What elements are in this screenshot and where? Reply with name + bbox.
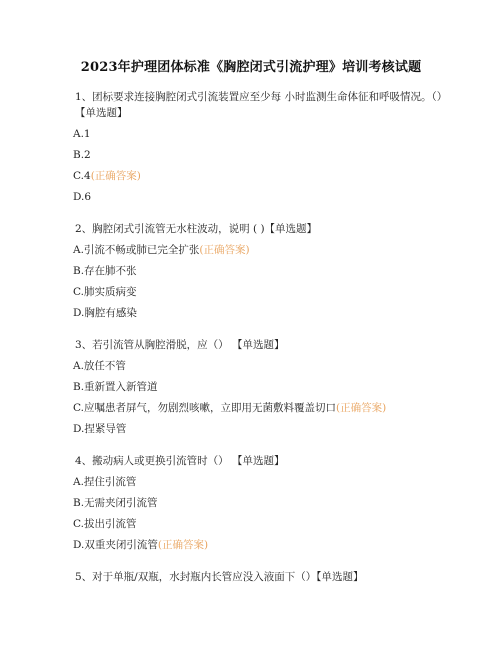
question-1-stem: 1、团标要求连接胸腔闭式引流装置应至少每 小时监测生命体征和呼吸情况。（） bbox=[75, 91, 448, 103]
question-4-option-d bbox=[73, 538, 208, 552]
option-text: A.引流不畅或肺已完全扩张 bbox=[73, 244, 200, 256]
question-4-stem: 4、搬动病人或更换引流管时（） 【单选题】 bbox=[75, 455, 285, 467]
correct-answer-mark: (正确答案) bbox=[157, 539, 209, 551]
question-2-option-b bbox=[73, 264, 137, 278]
question-3-stem: 3、若引流管从胸腔滑脱，应（） 【单选题】 bbox=[75, 339, 285, 351]
option-text: C.拔出引流管 bbox=[73, 518, 137, 530]
question-1-option-d bbox=[73, 190, 91, 204]
option-text: B.2 bbox=[73, 149, 91, 161]
correct-answer-mark: (正确答案) bbox=[90, 170, 141, 182]
option-text: D.捏紧导管 bbox=[73, 423, 127, 435]
option-text: A.捏住引流管 bbox=[73, 476, 137, 488]
option-text: C.应嘱患者屏气，勿剧烈咳嗽，立即用无菌敷料覆盖切口 bbox=[73, 402, 336, 414]
question-2-option-c bbox=[73, 285, 137, 299]
question-1-option-b bbox=[73, 148, 91, 162]
option-text: D.6 bbox=[73, 191, 92, 203]
question-2-option-a bbox=[73, 243, 250, 257]
option-text: B.重新置入新管道 bbox=[73, 381, 158, 393]
option-text: D.双重夹闭引流管 bbox=[73, 539, 158, 551]
question-1-option-a bbox=[73, 127, 91, 141]
question-4-option-c bbox=[73, 517, 137, 531]
option-text: C.肺实质病变 bbox=[73, 286, 137, 298]
question-2-stem: 2、胸腔闭式引流管无水柱波动，说明 ( )【单选题】 bbox=[75, 223, 318, 235]
question-4-option-b bbox=[73, 496, 158, 510]
document-title: 2023年护理团体标准《胸腔闭式引流护理》培训考核试题 bbox=[80, 60, 422, 75]
question-1-option-c bbox=[73, 169, 141, 183]
option-text: B.存在肺不张 bbox=[73, 265, 137, 277]
correct-answer-mark: (正确答案) bbox=[199, 244, 250, 256]
question-3-option-d bbox=[73, 422, 126, 436]
question-3-option-b bbox=[73, 380, 158, 394]
question-4-option-a bbox=[73, 475, 136, 489]
option-text: D.胸腔有感染 bbox=[73, 307, 137, 319]
question-3-option-a bbox=[73, 359, 126, 373]
question-3-option-c bbox=[73, 401, 386, 415]
question-1-type: 【单选题】 bbox=[75, 107, 128, 119]
option-text: A.放任不管 bbox=[73, 360, 126, 372]
option-text: B.无需夹闭引流管 bbox=[73, 497, 158, 509]
option-text: A.1 bbox=[73, 128, 91, 140]
option-text: C.4 bbox=[73, 170, 91, 182]
question-2-option-d bbox=[73, 306, 137, 320]
question-5-stem: 5、对于单瓶/双瓶，水封瓶内长管应没入液面下（）【单选题】 bbox=[75, 571, 364, 583]
correct-answer-mark: (正确答案) bbox=[336, 402, 387, 414]
